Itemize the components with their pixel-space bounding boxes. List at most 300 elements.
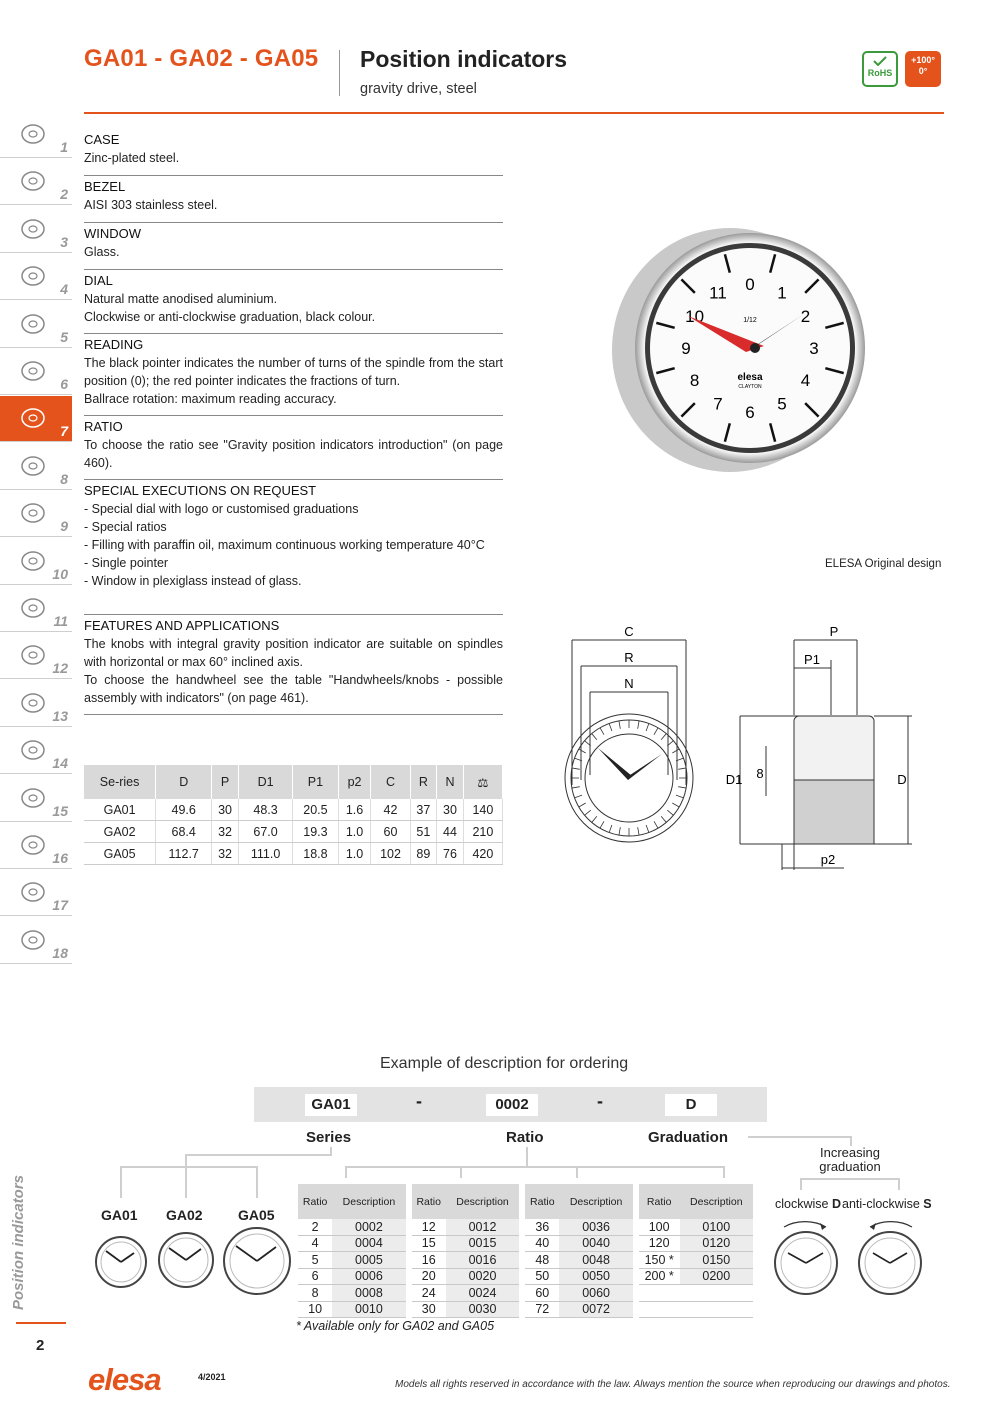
drawing-tick [585,810,591,815]
description-cell: 0100 [680,1219,753,1235]
description-cell: 0050 [559,1268,632,1285]
ratio-header: Ratio [412,1184,446,1219]
dial-number: 8 [689,371,700,390]
anticlockwise-code: S [923,1197,932,1211]
spec-window [84,225,503,270]
table-cell: GA01 [84,799,156,821]
sidebar-item-10[interactable] [0,539,72,585]
ratio-connector [723,1166,725,1178]
series-label-ga02: GA02 [166,1207,203,1223]
ratio-connector [345,1166,725,1168]
graduation-connector [800,1178,900,1180]
description-header: Description [559,1184,632,1219]
spec-title: READING [84,337,144,352]
technical-drawing-svg [550,620,920,880]
series-connector [185,1154,187,1198]
ratio-note: * Available only for GA02 and GA05 [296,1319,495,1333]
sidebar-rule [16,1322,66,1324]
spec-text: To choose the handwheel see the table "Handwheels/knobs - possible assembly with indicators" (on page 461). [84,673,503,705]
sidebar-item-9[interactable] [0,491,72,537]
sidebar-item-number: 7 [60,423,68,440]
dial-number: 5 [777,394,787,414]
ratio-header: Ratio [298,1184,332,1219]
series-label-ga01: GA01 [101,1207,138,1223]
product-family-icon [18,310,48,338]
description-cell: 0200 [680,1268,753,1285]
description-header: Description [446,1184,519,1219]
drawing-tick [592,816,597,822]
table-cell: 1.0 [338,821,371,843]
table-cell: 42 [371,799,410,821]
description-cell: 0040 [559,1235,632,1252]
ratio-cell: 50 [525,1268,559,1285]
ratio-cell: 24 [412,1285,446,1302]
sidebar-item-12[interactable] [0,633,72,679]
table-cell: 19.3 [293,821,338,843]
dial-anticlockwise [856,1215,926,1300]
technical-drawing [550,620,920,880]
table-cell: 1.0 [338,843,371,865]
dial-brand: elesa [737,372,763,383]
ratio-cell: 10 [298,1301,332,1318]
drawing-tick [609,825,612,833]
code-series: GA01 [305,1094,357,1116]
drawing-tick [672,749,679,753]
product-family-icon [18,215,48,243]
spec-text: Ballrace rotation: maximum reading accuracy. [84,392,337,406]
dial-clockwise [770,1215,840,1300]
description-cell: 0024 [446,1285,519,1302]
table-cell: 51 [410,821,437,843]
table-cell: 89 [410,843,437,865]
drawing-tick [661,816,666,822]
temp-min-label: 0° [918,66,928,76]
column-header: N [437,765,464,799]
series-connector [185,1154,332,1156]
column-header: P1 [293,765,338,799]
product-family-icon [18,831,48,859]
graduation-connector [898,1178,900,1190]
column-header: R [410,765,437,799]
ratio-cell: 150 * [639,1252,680,1269]
drawing-tick [672,803,679,807]
drawing-tick [579,803,586,807]
sidebar-section-label: Position indicators [10,1174,27,1310]
product-family-icon [18,262,48,290]
description-header: Description [332,1184,405,1219]
sidebar-item-number: 8 [60,470,68,487]
ratio-cell: 15 [412,1235,446,1252]
drawing-tick [638,721,639,729]
ratio-header: Ratio [639,1184,680,1219]
dial-number: 6 [745,403,755,422]
dial-number: 7 [713,394,723,414]
description-cell: 0002 [332,1219,405,1235]
description-cell: 0005 [332,1252,405,1269]
footer-date: 4/2021 [198,1372,226,1382]
table-cell: GA05 [84,843,156,865]
sidebar-item-number: 9 [60,518,68,535]
dim-N: N [624,676,634,691]
drawing-tick [661,734,666,740]
dial-number: 10 [685,307,705,326]
column-header: p2 [338,765,371,799]
description-cell: 0030 [446,1301,519,1318]
column-header: D [156,765,212,799]
graduation-connector [748,1136,852,1138]
description-cell: 0150 [680,1252,753,1269]
temperature-badge [905,51,941,87]
dial-number: 1 [777,283,787,303]
product-family-icon [18,167,48,195]
sidebar-item-number: 11 [53,613,68,629]
sidebar-item-number: 15 [52,802,68,819]
drawing-tick [592,734,597,740]
dim-D: D [897,772,907,787]
table-cell: 18.8 [293,843,338,865]
table-cell: 112.7 [156,843,212,865]
sidebar-item-15[interactable] [0,776,72,822]
ratio-row [298,1268,753,1285]
clockwise-code: D [831,1197,842,1211]
sidebar-item-number: 16 [52,850,68,866]
description-cell: 0060 [559,1285,632,1302]
ratio-cell: 36 [525,1219,559,1235]
dial-ga01 [94,1235,148,1289]
code-graduation: D [665,1094,717,1116]
drawing-tick [619,827,620,835]
spec-reading [84,336,503,416]
photo-caption: ELESA Original design [825,558,942,570]
table-row [84,843,503,865]
spec-title: FEATURES AND APPLICATIONS [84,618,280,633]
ratio-cell: 100 [639,1219,680,1235]
ratio-cell: 16 [412,1252,446,1269]
sidebar-item-18[interactable] [0,918,72,964]
drawing-tick [646,723,649,731]
code-dash-2: - [597,1091,603,1111]
graduation-connector [800,1178,802,1190]
ordering-title: Example of description for ordering [380,1055,629,1072]
spec-bullet: - Window in plexiglass instead of glass. [84,574,302,588]
sidebar-item-5[interactable] [0,302,72,348]
description-cell: 0020 [446,1268,519,1285]
rohs-badge [862,51,898,87]
table-cell: 30 [437,799,464,821]
table-cell: 68.4 [156,821,212,843]
ratio-cell: 72 [525,1301,559,1318]
spec-title: BEZEL [84,179,126,194]
ratio-cell: 5 [298,1252,332,1269]
product-family-icon [18,357,48,385]
table-cell: 76 [437,843,464,865]
series-connector [120,1166,258,1168]
ratio-connector [345,1166,347,1178]
column-header: D1 [238,765,292,799]
product-family-icon [18,404,48,432]
dial-number: 3 [809,339,819,358]
clockwise-text: clockwise [775,1197,829,1211]
product-family-icon [18,594,48,622]
spec-bullet: - Single pointer [84,556,169,570]
ratio-connector [526,1147,528,1167]
description-cell [680,1285,753,1302]
ratio-cell: 6 [298,1268,332,1285]
dial-number: 9 [681,339,691,358]
ratio-cell: 48 [525,1252,559,1269]
sidebar-item-number: 2 [60,186,68,203]
sidebar-item-1[interactable] [0,112,72,158]
spec-text: To choose the ratio see "Gravity position indicators introduction" (on page 460). [84,438,503,470]
sidebar-item-number: 18 [52,944,68,961]
code-dash-1: - [416,1091,422,1111]
ratio-header-row [298,1184,753,1219]
dial-fraction: 1/12 [743,317,757,324]
product-photo [600,220,900,480]
drawing-tick [646,825,649,833]
ratio-cell: 60 [525,1285,559,1302]
drawing-tick [678,787,686,788]
ratio-row [298,1252,753,1269]
dial-number: 2 [800,307,811,326]
description-cell: 0012 [446,1219,519,1235]
description-cell: 0072 [559,1301,632,1318]
spec-title: RATIO [84,419,123,434]
product-family-icon [18,689,48,717]
column-header: P [212,765,239,799]
series-connector [120,1166,122,1198]
graduation-clockwise [775,1197,841,1211]
ratio-cell: 20 [412,1268,446,1285]
spec-dial [84,272,503,334]
label-graduation: Graduation [648,1129,729,1146]
product-family-icon [18,120,48,148]
sidebar-item-number: 13 [52,707,68,724]
dim-D1: D1 [725,772,743,787]
ratio-row [298,1235,753,1252]
dial-brand-sub: CLAYTON [738,384,762,390]
spec-case [84,131,503,176]
drawing-tick [654,728,658,735]
sidebar-item-17[interactable] [0,870,72,916]
increasing-graduation-label: Increasing graduation [819,1145,881,1174]
header-separator [339,50,340,96]
ratio-cell: 40 [525,1235,559,1252]
spec-text: AISI 303 stainless steel. [84,198,218,212]
footer-copyright: Models all rights reserved in accordance with the law. Always mention the source when reproducing our drawings and photos. [395,1379,951,1390]
table-row [84,821,503,843]
ratio-connector [576,1166,578,1178]
table-cell: 37 [410,799,437,821]
table-cell: 44 [437,821,464,843]
spec-text: The black pointer indicates the number of turns of the spindle from the start position (0); the red pointer indicates the fractions of turn. [84,356,503,388]
series-connector [256,1166,258,1198]
table-cell: 60 [371,821,410,843]
dim-C: C [624,624,634,639]
sidebar [0,112,72,1014]
description-cell: 0048 [559,1252,632,1269]
description-cell: 0120 [680,1235,753,1252]
page-subtitle: gravity drive, steel [360,81,477,97]
sidebar-item-13[interactable] [0,681,72,727]
drawing-tick [600,821,604,828]
dial-number: 0 [745,275,755,294]
drawing-tick [609,723,612,731]
ratio-row [298,1219,753,1235]
description-cell: 0006 [332,1268,405,1285]
product-family-icon [18,641,48,669]
product-family-icon [18,736,48,764]
ratio-cell: 2 [298,1219,332,1235]
column-header: ⚖ [463,765,502,799]
dim-P: P [829,624,839,639]
table-cell: 140 [463,799,502,821]
header-rule [84,112,944,114]
table-cell: 20.5 [293,799,338,821]
dim-p2: p2 [820,852,836,867]
product-photo-svg [600,220,900,480]
dim-R: R [624,650,634,665]
table-cell: GA02 [84,821,156,843]
product-family-icon [18,499,48,527]
drawing-tick [678,768,686,769]
spec-bezel [84,178,503,223]
spec-text: The knobs with integral gravity position indicator are suitable on spindles with horizontal or max 60° inclined axis. [84,637,503,669]
sidebar-item-number: 14 [52,755,68,772]
description-cell: 0004 [332,1235,405,1252]
page-number: 2 [36,1337,45,1354]
spec-text: Zinc-plated steel. [84,151,180,165]
ratio-cell [639,1301,680,1318]
drawing-tick [572,768,580,769]
drawing-tick [619,721,620,729]
spec-text: Natural matte anodised aluminium. [84,292,278,306]
table-cell: 102 [371,843,410,865]
drawing-tick [654,821,658,828]
drawing-tick [667,810,673,815]
ratio-row [298,1285,753,1302]
product-family-icon [18,926,48,954]
drawing-tick [676,795,684,798]
temp-max-label: +100° [911,55,935,65]
column-header: Se-ries [84,765,156,799]
ratio-cell [639,1285,680,1302]
ratio-row [298,1301,753,1318]
description-header: Description [680,1184,753,1219]
table-cell: 111.0 [238,843,292,865]
sidebar-item-6[interactable] [0,349,72,395]
dial-ga05 [222,1226,292,1296]
product-family-icon [18,784,48,812]
sidebar-item-number: 5 [60,328,68,345]
dim-8: 8 [756,766,764,781]
table-cell: 30 [212,799,239,821]
elesa-logo: elesa [88,1362,161,1397]
sidebar-item-4[interactable] [0,254,72,300]
ratio-cell: 30 [412,1301,446,1318]
code-ratio: 0002 [486,1094,538,1116]
drawing-tick [574,795,582,798]
ratio-cell: 8 [298,1285,332,1302]
dimensions-table [84,765,503,865]
sidebar-item-11[interactable] [0,586,72,632]
ratio-cell: 4 [298,1235,332,1252]
label-series: Series [306,1129,352,1146]
dial-ga02 [157,1231,215,1289]
sidebar-item-3[interactable] [0,207,72,253]
sidebar-item-8[interactable] [0,444,72,490]
table-cell: 48.3 [238,799,292,821]
spec-bullet: - Special dial with logo or customised graduations [84,502,359,516]
check-icon [873,56,887,66]
drawing-tick [572,787,580,788]
drawing-tick [638,827,639,835]
table-header-row [84,765,503,799]
table-row [84,799,503,821]
product-family-icon [18,452,48,480]
table-cell: 420 [463,843,502,865]
drawing-tick [579,749,586,753]
product-family-icon [18,878,48,906]
sidebar-item-number: 3 [60,233,68,250]
sidebar-item-number: 1 [60,139,68,155]
table-cell: 32 [212,821,239,843]
graduation-anticlockwise [842,1197,932,1211]
label-ratio: Ratio [506,1129,544,1146]
rohs-label: RoHS [867,68,893,78]
pointer-hub [750,343,760,353]
sidebar-item-2[interactable] [0,159,72,205]
description-cell: 0010 [332,1301,405,1318]
product-family-icon [18,547,48,575]
dial-number: 4 [800,371,811,390]
sidebar-item-14[interactable] [0,728,72,774]
sidebar-item-7[interactable] [0,396,72,442]
table-cell: 67.0 [238,821,292,843]
description-cell: 0015 [446,1235,519,1252]
table-cell: 49.6 [156,799,212,821]
sidebar-item-16[interactable] [0,823,72,869]
dim-P1: P1 [804,652,820,667]
dial-number: 11 [709,283,727,303]
description-cell: 0008 [332,1285,405,1302]
sidebar-item-number: 10 [52,565,68,582]
ratio-cell: 12 [412,1219,446,1235]
table-cell: 210 [463,821,502,843]
sidebar-item-number: 12 [52,660,68,677]
table-cell: 1.6 [338,799,371,821]
spec-title: CASE [84,132,120,147]
table-cell: 32 [212,843,239,865]
ratio-table [298,1184,753,1318]
description-cell [680,1301,753,1318]
ratio-cell: 200 * [639,1268,680,1285]
column-header: C [371,765,410,799]
ratio-connector [460,1166,462,1178]
spec-features-and-applications [84,617,503,715]
product-code: GA01 - GA02 - GA05 [84,45,319,72]
sidebar-item-number: 4 [60,281,68,298]
spec-bullet: - Filling with paraffin oil, maximum continuous working temperature 40°C [84,538,485,552]
description-cell: 0036 [559,1219,632,1235]
spec-bullet: - Special ratios [84,520,167,534]
spec-ratio [84,418,503,480]
spec-text: Clockwise or anti-clockwise graduation, black colour. [84,310,376,324]
sidebar-item-number: 6 [60,376,68,392]
spec-special-executions-on-request [84,482,503,615]
anticlockwise-text: anti-clockwise [842,1197,920,1211]
spec-title: DIAL [84,273,113,288]
